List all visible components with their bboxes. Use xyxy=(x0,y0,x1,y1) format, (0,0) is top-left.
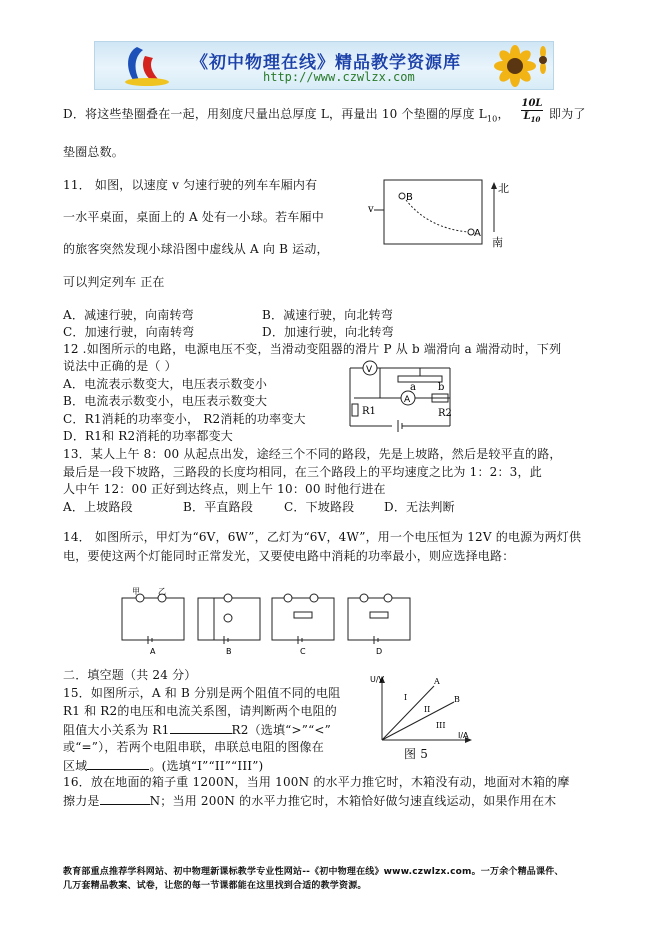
q11-fig-a: A xyxy=(474,228,481,239)
q11-option-d: D．加速行驶，向北转弯 xyxy=(262,325,394,339)
section2-title: 二．填空题（共 24 分） xyxy=(63,668,197,682)
sunflower-icon xyxy=(491,42,551,89)
q11-option-b: B．减速行驶，向北转弯 xyxy=(262,308,394,322)
q10-tail: 即为了 xyxy=(549,107,586,121)
q16-line2: 擦力是 N；当用 200N 的水平力推它时，木箱恰好做匀速直线运动，如果作用在木 xyxy=(63,794,557,808)
q14-label-c: C xyxy=(300,647,306,656)
q11-fig-south: 南 xyxy=(492,236,503,249)
q15-fig-region-3: III xyxy=(436,721,446,730)
q12-fig-a: a xyxy=(410,382,416,393)
q13-line3: 人中午 12：00 正好到达终点，则上午 10：00 时他行进在 xyxy=(63,482,386,496)
q13-option-d: D．无法判断 xyxy=(384,500,455,514)
q15-fig-b: B xyxy=(454,695,460,704)
q14-fig-lamp-jia: 甲 xyxy=(132,587,140,596)
logo-icon xyxy=(115,42,175,89)
q12-option-a: A．电流表示数变大，电压表示数变小 xyxy=(63,377,268,391)
q12-option-b: B．电流表示数变小，电压表示数变大 xyxy=(63,394,268,408)
banner-title: 《初中物理在线》精品教学资源库 xyxy=(191,53,461,73)
q13-option-b: B．平直路段 xyxy=(183,500,254,514)
q15-line3: 阻值大小关系为 R1 R2（选填“>”“<” xyxy=(63,723,332,737)
q14-line2: 电，要使这两个灯能同时正常发光，又要使电路中消耗的功率最小，则应选择电路： xyxy=(63,549,515,563)
q13-option-c: C．下坡路段 xyxy=(284,500,355,514)
q11-line4: 可以判定列车 正在 xyxy=(63,275,165,289)
q11-line2: 一水平桌面，桌面上的 A 处有一小球。若车厢中 xyxy=(63,210,324,224)
q12-fig-ammeter: A xyxy=(404,395,411,405)
q10-line2: 垫圈总数。 xyxy=(63,145,125,159)
q14-fig-lamp-yi: 乙 xyxy=(158,587,166,596)
q10-fraction: 10L $L_{10}$ xyxy=(521,98,543,124)
header-banner xyxy=(94,41,554,90)
footer-line2: 几万套精品教案、试卷，让您的每一节课都能在这里找到合适的教学资源。 xyxy=(63,881,367,891)
q11-option-c: C．加速行驶，向南转弯 xyxy=(63,325,195,339)
q16-line1: 16．放在地面的箱子重 1200N，当用 100N 的水平力推它时，木箱没有动，地面对木箱的摩 xyxy=(63,775,570,789)
q15-blank-compare[interactable] xyxy=(170,721,232,734)
q10-option-d: D．将这些垫圈叠在一起，用刻度尺量出总厚度 L，再量出 10 个垫圈的厚度 $L_{10}$， xyxy=(63,107,510,124)
q12-circuit-figure xyxy=(340,360,470,432)
q11-option-a: A．减速行驶，向南转弯 xyxy=(63,308,194,322)
q12-fig-b: b xyxy=(438,382,445,393)
q11-line3: 的旅客突然发现小球沿图中虚线从 A 向 B 运动， xyxy=(63,242,329,256)
q13-line2: 最后是一段下坡路，三路段的长度均相同，在三个路段上的平均速度之比为 1：2：3，此 xyxy=(63,465,542,479)
q15-fig-a: A xyxy=(434,677,440,686)
q14-label-d: D xyxy=(376,647,383,656)
q15-fig-region-1: I xyxy=(404,693,408,702)
q16-blank-friction[interactable] xyxy=(100,792,150,805)
banner-url: http://www.czwlzx.com xyxy=(263,70,415,84)
q13-option-a: A．上坡路段 xyxy=(63,500,133,514)
q12-fig-r2: R2 xyxy=(438,408,452,419)
q11-line1: 11． 如图，以速度 v 匀速行驶的列车车厢内有 xyxy=(63,178,318,192)
q11-fig-b: B xyxy=(406,192,413,203)
q15-fig-region-2: II xyxy=(424,705,431,714)
q11-fig-v: v xyxy=(368,204,374,215)
q15-line5: 区域 。(选填“I”“II”“III”) xyxy=(63,759,264,773)
q15-line2: R1 和 R2的电压和电流关系图，请判断两个电阻的 xyxy=(63,704,337,718)
q15-fig-ylabel: U/V xyxy=(370,675,385,684)
q15-line1: 15．如图所示，A 和 B 分别是两个阻值不同的电阻 xyxy=(63,686,341,700)
q15-line4: 或“=”），若两个电阻串联，串联总电阻的图像在 xyxy=(63,740,324,754)
q13-line1: 13．某人上午 8：00 从起点出发，途经三个不同的路段，先是上坡路，然后是较平直的路， xyxy=(63,447,562,461)
q15-ui-graph-figure xyxy=(370,672,490,752)
q15-fig-caption: 图 5 xyxy=(404,747,429,761)
q12-line2: 说法中正确的是（ ） xyxy=(63,359,177,373)
q12-fig-voltmeter: V xyxy=(366,365,373,375)
q14-circuits-figure xyxy=(118,588,408,658)
q12-option-c: C．R1消耗的功率变小， R2消耗的功率变大 xyxy=(63,412,306,426)
q15-fig-xlabel: I/A xyxy=(458,731,469,740)
q14-line1: 14． 如图所示，甲灯为“6V，6W”，乙灯为“6V，4W”，用一个电压恒为 12V 的电源为两灯供 xyxy=(63,530,582,544)
q14-label-a: A xyxy=(150,647,156,656)
footer-line1: 教育部重点推荐学科网站、初中物理新课标教学专业性网站--《初中物理在线》www.czwlzx.com。一万余个精品课件、 xyxy=(63,867,564,877)
q15-blank-region[interactable] xyxy=(87,757,149,770)
q11-train-figure xyxy=(368,180,518,250)
q14-label-b: B xyxy=(226,647,232,656)
q12-line1: 12 .如图所示的电路，电源电压不变，当滑动变阻器的滑片 P 从 b 端滑向 a 端滑动时，下列 xyxy=(63,342,562,356)
q12-option-d: D．R1和 R2消耗的功率都变大 xyxy=(63,429,233,443)
q12-fig-r1: R1 xyxy=(362,406,376,417)
q11-fig-north: 北 xyxy=(498,182,509,195)
